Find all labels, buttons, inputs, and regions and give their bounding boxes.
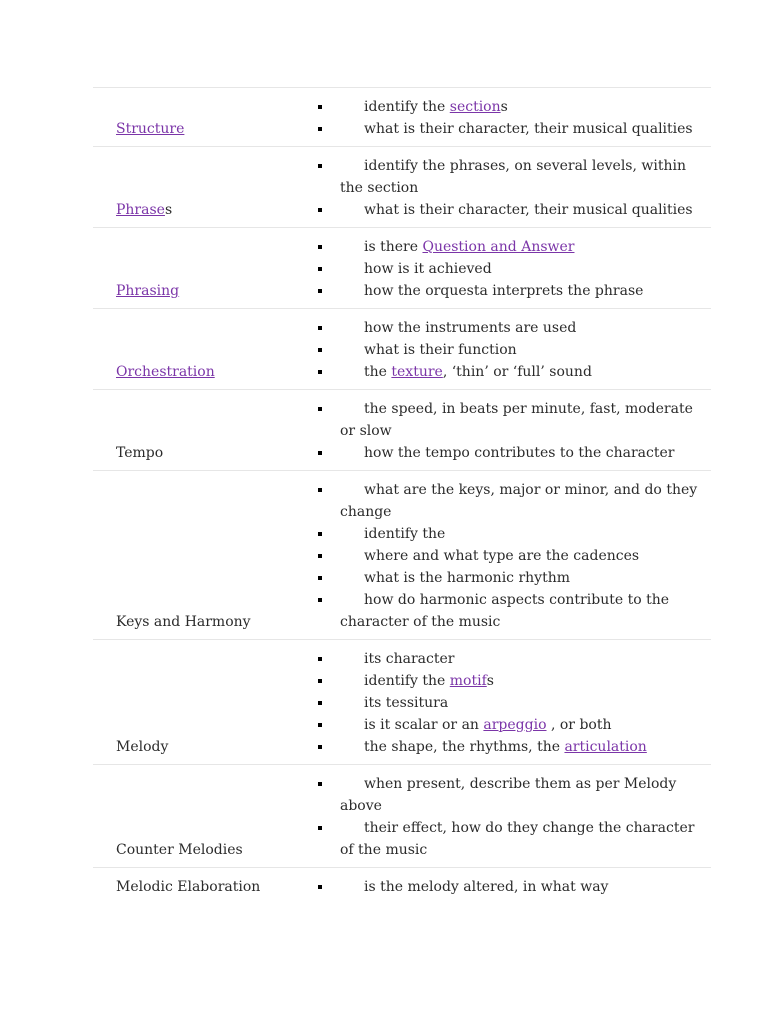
row-label bbox=[93, 309, 340, 389]
row-label bbox=[93, 390, 340, 470]
square-bullet-icon bbox=[340, 96, 344, 118]
list-item-text bbox=[340, 876, 707, 898]
item-text-part: , ‘thin’ or ‘full’ sound bbox=[442, 364, 592, 380]
list-item bbox=[340, 545, 707, 567]
bullet-list bbox=[340, 773, 707, 861]
item-text-part: the shape, the rhythms, the bbox=[364, 739, 565, 755]
item-text-part: how the tempo contributes to the character bbox=[364, 445, 675, 461]
label-text-part: Melody bbox=[116, 739, 169, 755]
table-row-orchestration bbox=[93, 308, 711, 389]
row-items bbox=[340, 868, 711, 904]
list-item bbox=[340, 648, 707, 670]
table-row-melody bbox=[93, 639, 711, 764]
square-bullet-icon bbox=[340, 714, 344, 736]
table-row-phrasing bbox=[93, 227, 711, 308]
item-text-part: what are the keys, major or minor, and do they change bbox=[340, 482, 698, 520]
list-item bbox=[340, 398, 707, 442]
list-item-text bbox=[340, 118, 707, 140]
bullet-list bbox=[340, 479, 707, 633]
square-bullet-icon bbox=[340, 670, 344, 692]
item-text-part: the speed, in beats per minute, fast, moderate or slow bbox=[340, 401, 693, 439]
list-item-text bbox=[340, 479, 707, 523]
item-text-part: is the melody altered, in what way bbox=[364, 879, 609, 895]
item-text-part: the bbox=[364, 364, 392, 380]
list-item bbox=[340, 258, 707, 280]
list-item-text bbox=[340, 96, 707, 118]
list-item bbox=[340, 155, 707, 199]
label-text-part: Counter Melodies bbox=[116, 842, 243, 858]
label-text-part: Keys and Harmony bbox=[116, 614, 251, 630]
bullet-list bbox=[340, 398, 707, 464]
list-item-text bbox=[340, 442, 707, 464]
square-bullet-icon bbox=[340, 545, 344, 567]
list-item-text bbox=[340, 817, 707, 861]
square-bullet-icon bbox=[340, 736, 344, 758]
item-text-part: s bbox=[486, 673, 494, 689]
link-section[interactable]: section bbox=[449, 99, 501, 115]
square-bullet-icon bbox=[340, 523, 344, 545]
square-bullet-icon bbox=[340, 361, 344, 383]
list-item-text bbox=[340, 589, 707, 633]
item-text-part: identify the bbox=[364, 526, 446, 542]
item-text-part: their effect, how do they change the character of the music bbox=[340, 820, 695, 858]
music-analysis-table bbox=[93, 87, 711, 904]
bullet-list bbox=[340, 96, 707, 140]
row-items bbox=[340, 390, 711, 470]
row-label-text bbox=[116, 876, 260, 898]
row-label-text bbox=[116, 611, 251, 633]
square-bullet-icon bbox=[340, 339, 344, 361]
item-text-part: identify the phrases, on several levels, within the section bbox=[340, 158, 686, 196]
link-phrasing[interactable]: Phrasing bbox=[116, 283, 180, 299]
square-bullet-icon bbox=[340, 398, 344, 420]
list-item-text bbox=[340, 258, 707, 280]
list-item bbox=[340, 589, 707, 633]
row-label-text bbox=[116, 199, 172, 221]
list-item bbox=[340, 876, 707, 898]
list-item bbox=[340, 567, 707, 589]
bullet-list bbox=[340, 317, 707, 383]
table-row-keys-and-harmony bbox=[93, 470, 711, 639]
list-item-text bbox=[340, 736, 707, 758]
list-item bbox=[340, 199, 707, 221]
list-item bbox=[340, 817, 707, 861]
row-items bbox=[340, 471, 711, 639]
row-label bbox=[93, 88, 340, 146]
link-orchestration[interactable]: Orchestration bbox=[116, 364, 215, 380]
row-items bbox=[340, 228, 711, 308]
list-item-text bbox=[340, 398, 707, 442]
link-structure[interactable]: Structure bbox=[116, 121, 185, 137]
row-label bbox=[93, 471, 340, 639]
list-item bbox=[340, 96, 707, 118]
row-label bbox=[93, 147, 340, 227]
square-bullet-icon bbox=[340, 317, 344, 339]
square-bullet-icon bbox=[340, 236, 344, 258]
list-item bbox=[340, 736, 707, 758]
list-item-text bbox=[340, 280, 707, 302]
square-bullet-icon bbox=[340, 280, 344, 302]
list-item-text bbox=[340, 199, 707, 221]
square-bullet-icon bbox=[340, 258, 344, 280]
item-text-part: identify the bbox=[364, 99, 450, 115]
item-text-part: how do harmonic aspects contribute to the character of the music bbox=[340, 592, 669, 630]
row-label-text bbox=[116, 442, 163, 464]
list-item bbox=[340, 479, 707, 523]
link-arpeggio[interactable]: arpeggio bbox=[483, 717, 547, 733]
list-item bbox=[340, 692, 707, 714]
row-label-text bbox=[116, 736, 168, 758]
item-text-part: what is their character, their musical qualities bbox=[364, 121, 693, 137]
item-text-part: how is it achieved bbox=[364, 261, 492, 277]
square-bullet-icon bbox=[340, 479, 344, 501]
table-row-counter-melodies bbox=[93, 764, 711, 867]
item-text-part: what is the harmonic rhythm bbox=[364, 570, 570, 586]
square-bullet-icon bbox=[340, 155, 344, 177]
table-row-phrases bbox=[93, 146, 711, 227]
row-items bbox=[340, 147, 711, 227]
list-item bbox=[340, 118, 707, 140]
table-row-structure bbox=[93, 87, 711, 146]
list-item bbox=[340, 523, 707, 545]
label-text-part: Tempo bbox=[116, 445, 164, 461]
list-item-text bbox=[340, 361, 707, 383]
square-bullet-icon bbox=[340, 199, 344, 221]
list-item-text bbox=[340, 692, 707, 714]
bullet-list bbox=[340, 236, 707, 302]
list-item-text bbox=[340, 523, 707, 545]
square-bullet-icon bbox=[340, 567, 344, 589]
table-row-tempo bbox=[93, 389, 711, 470]
list-item bbox=[340, 442, 707, 464]
list-item-text bbox=[340, 339, 707, 361]
item-text-part: when present, describe them as per Melody above bbox=[340, 776, 677, 814]
item-text-part: where and what type are the cadences bbox=[364, 548, 640, 564]
square-bullet-icon bbox=[340, 876, 344, 898]
row-items bbox=[340, 765, 711, 867]
list-item-text bbox=[340, 567, 707, 589]
label-text-part: s bbox=[164, 202, 173, 218]
square-bullet-icon bbox=[340, 773, 344, 795]
list-item bbox=[340, 361, 707, 383]
link-articulation[interactable]: articulation bbox=[564, 739, 647, 755]
item-text-part: is it scalar or an bbox=[364, 717, 484, 733]
list-item bbox=[340, 670, 707, 692]
item-text-part: how the instruments are used bbox=[364, 320, 577, 336]
row-label bbox=[93, 868, 340, 904]
item-text-part: is there bbox=[364, 239, 423, 255]
row-label bbox=[93, 765, 340, 867]
item-text-part: , or both bbox=[546, 717, 612, 733]
item-text-part: its character bbox=[364, 651, 455, 667]
item-text-part: what is their character, their musical qualities bbox=[364, 202, 693, 218]
square-bullet-icon bbox=[340, 692, 344, 714]
list-item-text bbox=[340, 155, 707, 199]
link-texture[interactable]: texture bbox=[391, 364, 443, 380]
list-item-text bbox=[340, 236, 707, 258]
square-bullet-icon bbox=[340, 589, 344, 611]
square-bullet-icon bbox=[340, 118, 344, 140]
list-item bbox=[340, 280, 707, 302]
item-text-part: its tessitura bbox=[364, 695, 449, 711]
list-item bbox=[340, 317, 707, 339]
bullet-list bbox=[340, 648, 707, 758]
list-item-text bbox=[340, 545, 707, 567]
square-bullet-icon bbox=[340, 442, 344, 464]
row-label-text bbox=[116, 361, 215, 383]
row-items bbox=[340, 88, 711, 146]
bullet-list bbox=[340, 155, 707, 221]
list-item-text bbox=[340, 773, 707, 817]
list-item-text bbox=[340, 670, 707, 692]
bullet-list bbox=[340, 876, 707, 898]
row-label-text bbox=[116, 280, 179, 302]
row-items bbox=[340, 640, 711, 764]
link-question-and-answer[interactable]: Question and Answer bbox=[422, 239, 575, 255]
list-item bbox=[340, 714, 707, 736]
list-item bbox=[340, 236, 707, 258]
list-item-text bbox=[340, 648, 707, 670]
label-text-part: Melodic Elaboration bbox=[116, 879, 261, 895]
row-items bbox=[340, 309, 711, 389]
item-text-part: s bbox=[500, 99, 508, 115]
list-item bbox=[340, 339, 707, 361]
table-row-melodic-elaboration bbox=[93, 867, 711, 904]
item-text-part: what is their function bbox=[364, 342, 517, 358]
square-bullet-icon bbox=[340, 817, 344, 839]
item-text-part: identify the bbox=[364, 673, 450, 689]
list-item-text bbox=[340, 317, 707, 339]
list-item-text bbox=[340, 714, 707, 736]
row-label bbox=[93, 640, 340, 764]
row-label bbox=[93, 228, 340, 308]
link-phrase[interactable]: Phrase bbox=[116, 202, 165, 218]
row-label-text bbox=[116, 839, 243, 861]
square-bullet-icon bbox=[340, 648, 344, 670]
list-item bbox=[340, 773, 707, 817]
link-motif[interactable]: motif bbox=[449, 673, 487, 689]
item-text-part: how the orquesta interprets the phrase bbox=[364, 283, 644, 299]
row-label-text bbox=[116, 118, 184, 140]
